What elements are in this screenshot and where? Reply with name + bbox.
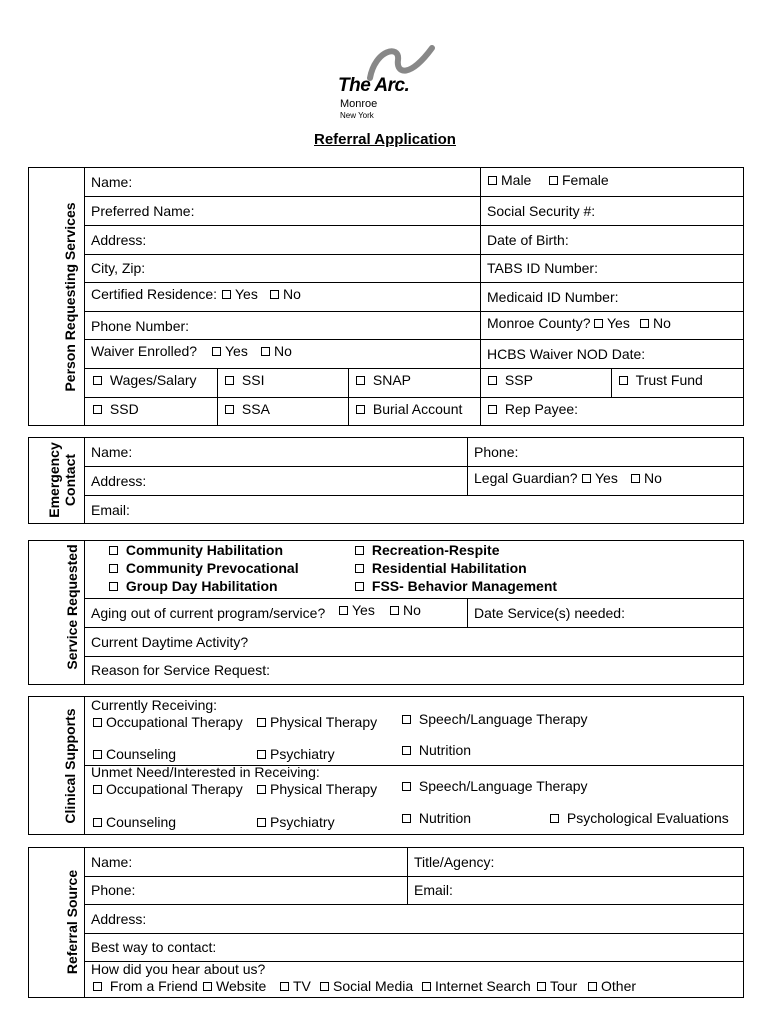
checkbox-icon[interactable] [257,750,266,759]
checkbox-icon[interactable] [222,290,231,299]
phone-label: Phone Number: [91,318,190,334]
unmet-need-label: Unmet Need/Interested in Receiving: [91,764,320,780]
ssi-option[interactable]: SSI [225,372,264,388]
date-needed-label: Date Service(s) needed: [474,605,625,621]
recreation-respite-option[interactable]: Recreation-Respite [355,542,499,558]
cityzip-label: City, Zip: [91,260,146,276]
male-option[interactable]: Male [488,172,531,188]
legal-guardian-label: Legal Guardian? [474,470,578,486]
checkbox-icon[interactable] [257,785,266,794]
checkbox-icon[interactable] [537,982,546,991]
checkbox-icon[interactable] [109,582,118,591]
emergency-address-label: Address: [91,473,147,489]
checkbox-icon[interactable] [488,376,497,385]
certified-no[interactable]: No [270,286,301,302]
checkbox-icon[interactable] [109,564,118,573]
checkbox-icon[interactable] [582,474,591,483]
checkbox-icon[interactable] [355,582,364,591]
checkbox-icon[interactable] [588,982,597,991]
emergency-email-label: Email: [91,502,130,518]
checkbox-icon[interactable] [257,718,266,727]
unmet-ot-option[interactable]: Occupational Therapy [93,781,243,797]
unmet-speech-option[interactable]: Speech/Language Therapy [402,778,588,794]
current-nutrition-option[interactable]: Nutrition [402,742,471,758]
wages-option[interactable]: Wages/Salary [93,372,197,388]
checkbox-icon[interactable] [402,814,411,823]
checkbox-icon[interactable] [422,982,431,991]
checkbox-icon[interactable] [280,982,289,991]
certified-yes[interactable]: Yes [222,286,258,302]
checkbox-icon[interactable] [402,782,411,791]
checkbox-icon[interactable] [390,606,399,615]
checkbox-icon[interactable] [619,376,628,385]
person-section-label: Person Requesting Services [62,202,78,392]
certified-residence-label: Certified Residence: [91,286,218,302]
guardian-yes[interactable]: Yes [582,470,618,486]
logo-line2: New York [340,111,374,120]
address-label: Address: [91,232,147,248]
referral-address-label: Address: [91,911,147,927]
medicaid-label: Medicaid ID Number: [487,289,619,305]
page-title: Referral Application [314,131,456,148]
residential-habilitation-option[interactable]: Residential Habilitation [355,560,527,576]
from-friend-option[interactable]: From a Friend [93,978,198,994]
dob-label: Date of Birth: [487,232,569,248]
tv-option[interactable]: TV [280,978,311,994]
burial-option[interactable]: Burial Account [356,401,462,417]
checkbox-icon[interactable] [640,319,649,328]
ssa-option[interactable]: SSA [225,401,270,417]
unmet-psychiatry-option[interactable]: Psychiatry [257,814,335,830]
clinical-section-label: Clinical Supports [62,708,78,824]
current-psychiatry-option[interactable]: Psychiatry [257,746,335,762]
community-habilitation-option[interactable]: Community Habilitation [109,542,283,558]
monroe-yes[interactable]: Yes [594,315,630,331]
best-contact-label: Best way to contact: [91,939,217,955]
checkbox-icon[interactable] [339,606,348,615]
checkbox-icon[interactable] [356,376,365,385]
website-option[interactable]: Website [203,978,266,994]
waiver-yes[interactable]: Yes [212,343,248,359]
unmet-nutrition-option[interactable]: Nutrition [402,810,471,826]
unmet-psych-eval-option[interactable]: Psychological Evaluations [550,810,729,826]
checkbox-icon[interactable] [261,347,270,356]
referral-phone-label: Phone: [91,882,136,898]
checkbox-icon[interactable] [93,750,102,759]
monroe-no[interactable]: No [640,315,671,331]
checkbox-icon[interactable] [488,405,497,414]
snap-option[interactable]: SNAP [356,372,411,388]
checkbox-icon[interactable] [203,982,212,991]
checkbox-icon[interactable] [356,405,365,414]
checkbox-icon[interactable] [549,176,558,185]
logo-line1: Monroe [340,98,378,110]
referral-email-label: Email: [414,882,453,898]
reason-label: Reason for Service Request: [91,662,270,678]
checkbox-icon[interactable] [594,319,603,328]
checkbox-icon[interactable] [257,818,266,827]
emergency-name-label: Name: [91,444,133,460]
community-prevocational-option[interactable]: Community Prevocational [109,560,299,576]
checkbox-icon[interactable] [109,546,118,555]
service-section-label: Service Requested [64,544,80,670]
current-counseling-option[interactable]: Counseling [93,746,176,762]
current-pt-option[interactable]: Physical Therapy [257,714,377,730]
checkbox-icon[interactable] [631,474,640,483]
checkbox-icon[interactable] [212,347,221,356]
unmet-counseling-option[interactable]: Counseling [93,814,176,830]
tour-option[interactable]: Tour [537,978,577,994]
trust-fund-option[interactable]: Trust Fund [619,372,703,388]
aging-no[interactable]: No [390,602,421,618]
checkbox-icon[interactable] [93,718,102,727]
checkbox-icon[interactable] [270,290,279,299]
checkbox-icon[interactable] [225,376,234,385]
group-day-habilitation-option[interactable]: Group Day Habilitation [109,578,278,594]
checkbox-icon[interactable] [93,376,102,385]
other-option[interactable]: Other [588,978,636,994]
referral-name-label: Name: [91,854,133,870]
ssd-option[interactable]: SSD [93,401,139,417]
checkbox-icon[interactable] [355,564,364,573]
fss-behavior-option[interactable]: FSS- Behavior Management [355,578,557,594]
checkbox-icon[interactable] [93,405,102,414]
logo-name: The Arc. [338,75,410,96]
how-heard-label: How did you hear about us? [91,961,266,977]
checkbox-icon[interactable] [93,818,102,827]
name-label: Name: [91,174,133,190]
emergency-phone-label: Phone: [474,444,519,460]
checkbox-icon[interactable] [550,814,559,823]
checkbox-icon[interactable] [320,982,329,991]
monroe-county-label: Monroe County? [487,315,591,331]
waiver-no[interactable]: No [261,343,292,359]
checkbox-icon[interactable] [402,715,411,724]
unmet-pt-option[interactable]: Physical Therapy [257,781,377,797]
aging-yes[interactable]: Yes [339,602,375,618]
hcbs-label: HCBS Waiver NOD Date: [487,346,646,362]
emergency-section-label: Emergency Contact [46,442,78,518]
daytime-activity-label: Current Daytime Activity? [91,634,249,650]
checkbox-icon[interactable] [93,785,102,794]
checkbox-icon[interactable] [355,546,364,555]
tabs-label: TABS ID Number: [487,260,598,276]
social-media-option[interactable]: Social Media [320,978,413,994]
current-speech-option[interactable]: Speech/Language Therapy [402,711,588,727]
ssp-option[interactable]: SSP [488,372,533,388]
waiver-label: Waiver Enrolled? [91,343,198,359]
referral-title-label: Title/Agency: [414,854,495,870]
currently-receiving-label: Currently Receiving: [91,697,218,713]
checkbox-icon[interactable] [93,982,102,991]
aging-out-label: Aging out of current program/service? [91,605,326,621]
checkbox-icon[interactable] [225,405,234,414]
rep-payee-option[interactable]: Rep Payee: [488,401,578,417]
female-option[interactable]: Female [549,172,609,188]
preferred-name-label: Preferred Name: [91,203,195,219]
internet-search-option[interactable]: Internet Search [422,978,531,994]
current-ot-option[interactable]: Occupational Therapy [93,714,243,730]
guardian-no[interactable]: No [631,470,662,486]
checkbox-icon[interactable] [402,746,411,755]
referral-section-label: Referral Source [64,869,80,975]
ssn-label: Social Security #: [487,203,596,219]
checkbox-icon[interactable] [488,176,497,185]
